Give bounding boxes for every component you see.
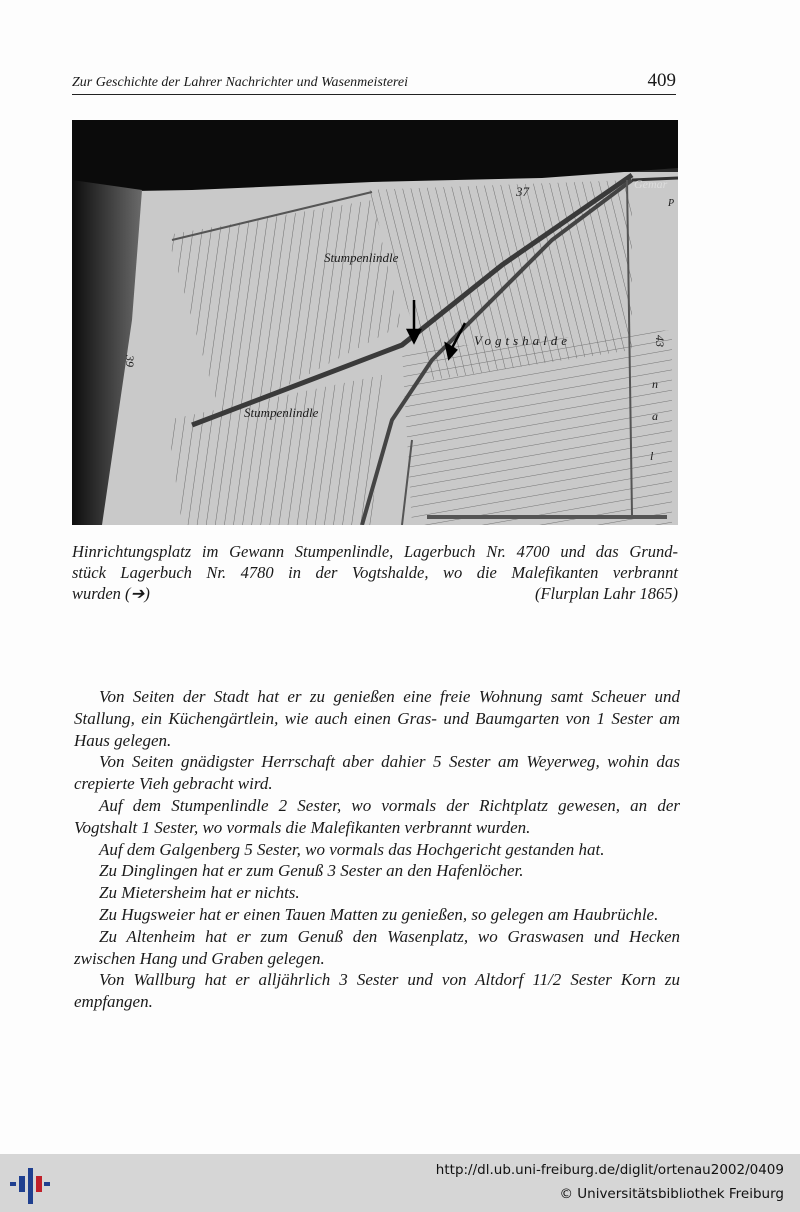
body-text [74,686,680,1013]
caption-line-3 [72,583,678,604]
caption-text-end: wurden (➔) [72,584,150,603]
paragraph: Zu Altenheim hat er zum Genuß den Wasenplatz, wo Graswasen und Hecken zwischen Hang und Graben gelegen. [74,926,680,968]
map-label-gemar: Gemar [634,177,668,191]
paragraph: Von Seiten der Stadt hat er zu genießen eine freie Wohnung samt Scheuer und Stallung, ein Küchengärtlein, wie auch einen Gras- und Baumgarten von 1 Sester am Haus gelegen. [74,687,680,750]
map-label-plan-l: l [650,449,654,463]
paragraph: Zu Mietersheim hat er nichts. [99,883,300,903]
ub-freiburg-logo-icon [10,1162,50,1206]
paragraph: Auf dem Galgenberg 5 Sester, wo vormals das Hochgericht gestanden hat. [99,839,605,859]
historic-map-figure [72,120,678,525]
map-label-stumpenlindle-south: Stumpenlindle [244,405,319,420]
map-label-plan-p: P [668,198,675,209]
map-label-43: 43 [653,335,667,347]
copyright-notice: © Universitätsbibliothek Freiburg [559,1186,784,1202]
page-number: 409 [647,70,676,91]
library-footer [0,1154,800,1212]
figure-caption [72,541,678,604]
paragraph: Zu Hugsweier hat er einen Tauen Matten zu genießen, so gelegen am Haubrüchle. [99,904,659,924]
map-label-vogtshalde: Vogtshalde [474,333,572,348]
caption-line-1: Hinrichtungsplatz im Gewann Stumpenlindle, Lagerbuch Nr. 4700 und das Grund- [72,542,678,561]
map-label-37: 37 [516,184,529,199]
map-label-39: 39 [123,355,137,367]
caption-source: (Flurplan Lahr 1865) [534,584,678,603]
source-url-link[interactable]: http://dl.ub.uni-freiburg.de/diglit/ortenau2002/0409 [435,1162,784,1178]
running-title: Zur Geschichte der Lahrer Nachrichter und Wasenmeisterei [72,75,408,90]
paragraph: Auf dem Stumpenlindle 2 Sester, wo vormals der Richtplatz gewesen, an der Vogtshalt 1 Sester, wo vormals die Malefikanten verbrannt wurden. [74,795,680,837]
map-image [72,120,678,525]
paragraph: Von Seiten gnädigster Herrschaft aber dahier 5 Sester am Weyerweg, wohin das crepierte Vieh gebracht wird. [74,752,680,794]
map-label-plan-a: a [652,409,658,423]
map-label-stumpenlindle-north: Stumpenlindle [324,250,399,265]
map-label-plan-n: n [652,377,658,391]
paragraph: Von Wallburg hat er alljährlich 3 Sester und von Altdorf 11/2 Sester Korn zu empfangen. [74,970,680,1012]
running-header [72,72,676,95]
paragraph: Zu Dinglingen hat er zum Genuß 3 Sester an den Hafenlöcher. [99,861,524,881]
caption-line-2: stück Lagerbuch Nr. 4780 in der Vogtshalde, wo die Malefikanten verbrannt [72,563,678,582]
